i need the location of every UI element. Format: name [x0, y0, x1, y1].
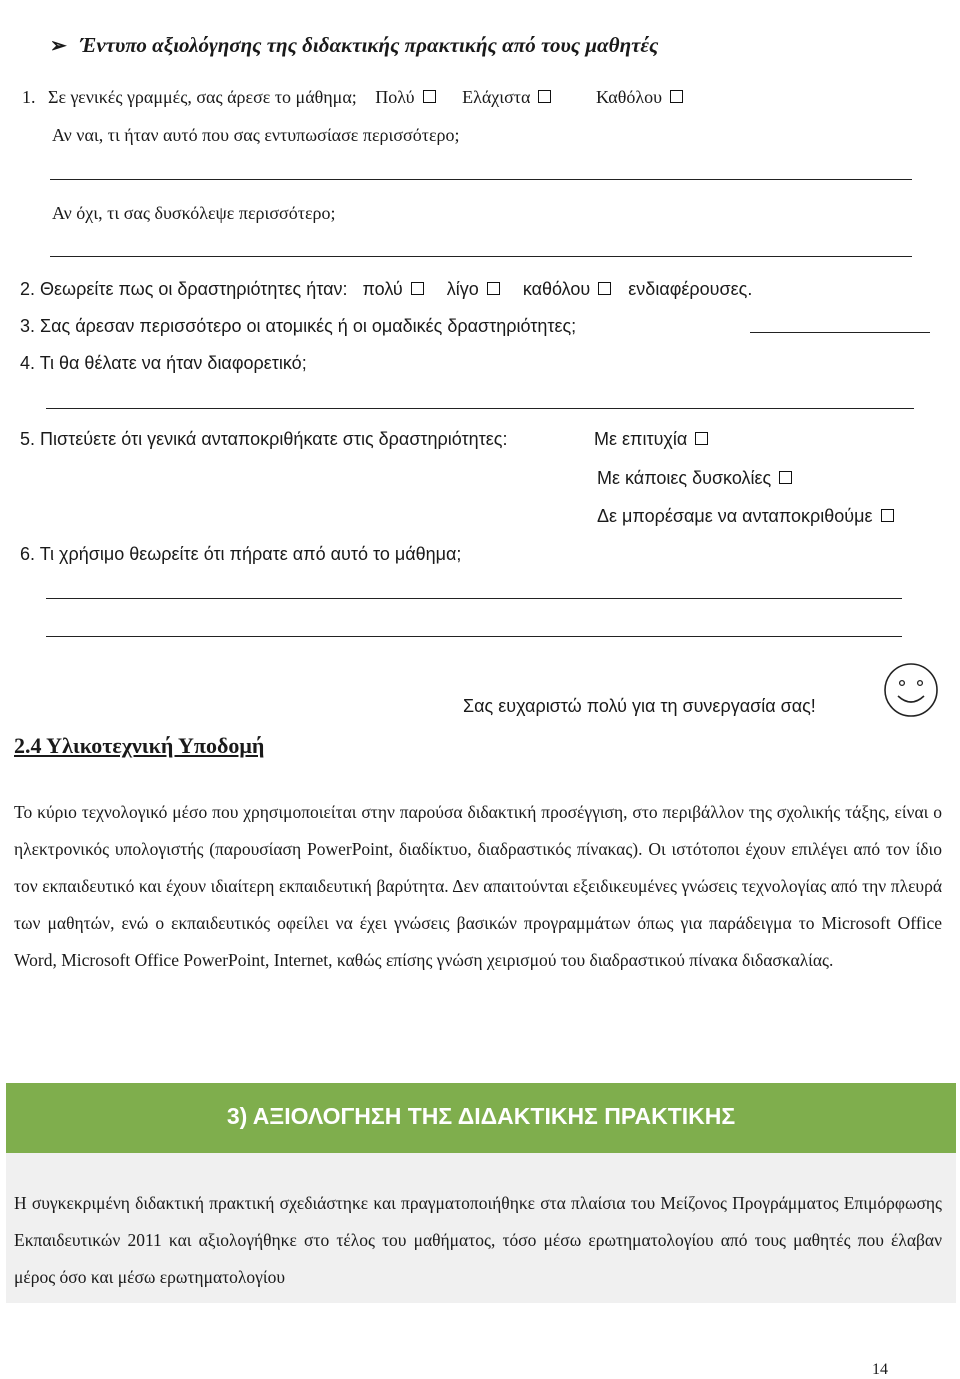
answer-line[interactable] — [46, 598, 902, 599]
answer-line[interactable] — [46, 636, 902, 637]
thanks-text: Σας ευχαριστώ πολύ για τη συνεργασία σας! — [463, 696, 816, 716]
question-2 — [20, 278, 752, 300]
q1-option-label: Πολύ — [375, 87, 415, 107]
banner-paragraph — [14, 1185, 942, 1296]
evaluation-banner — [6, 1083, 956, 1153]
smiley-icon — [882, 661, 940, 719]
q5-option-label: Με κάποιες δυσκολίες — [597, 468, 772, 488]
evaluation-section — [6, 1083, 956, 1303]
question-4: 4. Τι θα θέλατε να ήταν διαφορετικό; — [20, 353, 307, 373]
answer-line[interactable] — [50, 256, 912, 257]
section-paragraph — [14, 794, 942, 979]
question-1-number: 1. — [22, 87, 36, 107]
checkbox-icon[interactable] — [487, 282, 500, 295]
section-paragraph-text: Το κύριο τεχνολογικό μέσο που χρησιμοποιείται στην παρούσα διδακτική προσέγγιση, στο περιβάλλον της σχολικής τάξης, είναι ο ηλεκτρονικός υπολογιστής (παρουσίαση PowerPoint, διαδίκτυο, διαδραστικός πίνακας). Οι ιστότοποι έχουν επιλέγει από τον ίδιο τον εκπαιδευτικό και έχουν ιδιαίτερη εκπαιδευτική βαρύτητα. Δεν απαιτούνται εξειδικευμένες γνώσεις τεχνολογίας από την πλευρά των μαθητών, ενώ ο εκπαιδευτικός οφείλει να έχει γνώσεις βασικών προγραμμάτων όπως για παράδειγμα το Microsoft Office Word, Microsoft Office PowerPoint, Internet, καθώς επίσης γνώση χειρισμού του διαδραστικού πίνακα διδασκαλίας. — [14, 802, 942, 970]
page-number: 14 — [872, 1361, 888, 1378]
question-2-text: 2. Θεωρείτε πως οι δραστηριότητες ήταν: — [20, 279, 348, 299]
q2-suffix: ενδιαφέρουσες. — [628, 279, 753, 299]
q1-option-label: Ελάχιστα — [462, 87, 531, 107]
checkbox-icon[interactable] — [538, 90, 551, 103]
section-heading: 2.4 Υλικοτεχνική Υποδομή — [14, 733, 265, 758]
answer-line[interactable] — [46, 408, 914, 409]
form-title — [50, 34, 658, 57]
q5-option-label: Δε μπορέσαμε να ανταποκριθούμε — [597, 506, 873, 526]
question-3: 3. Σας άρεσαν περισσότερο οι ατομικές ή οι ομαδικές δραστηριότητες; — [20, 316, 577, 336]
answer-line[interactable] — [50, 179, 912, 180]
checkbox-icon[interactable] — [695, 432, 708, 445]
form-title-text: Έντυπο αξιολόγησης της διδακτικής πρακτικής από τους μαθητές — [80, 33, 659, 57]
banner-title: 3) ΑΞΙΟΛΟΓΗΣΗ ΤΗΣ ΔΙΔΑΚΤΙΚΗΣ ΠΡΑΚΤΙΚΗΣ — [226, 1103, 736, 1129]
checkbox-icon[interactable] — [598, 282, 611, 295]
check-arrow-icon: ➢ — [50, 35, 67, 57]
q1-option-label: Καθόλου — [595, 87, 662, 107]
question-6: 6. Τι χρήσιμο θεωρείτε ότι πήρατε από αυτό το μάθημα; — [20, 544, 462, 564]
question-5-text: 5. Πιστεύετε ότι γενικά ανταποκριθήκατε στις δραστηριότητες: — [20, 429, 508, 449]
q5-option-1 — [594, 428, 708, 450]
q5-option-2 — [597, 467, 792, 489]
q5-option-label: Με επιτυχία — [594, 429, 688, 449]
q2-option-label: λίγο — [446, 279, 479, 299]
question-5 — [20, 428, 507, 450]
question-1-follow-no: Αν όχι, τι σας δυσκόλεψε περισσότερο; — [52, 203, 336, 223]
q2-option-label: καθόλου — [522, 279, 591, 299]
checkbox-icon[interactable] — [423, 90, 436, 103]
q5-option-3 — [597, 505, 894, 527]
question-1 — [22, 86, 683, 108]
checkbox-icon[interactable] — [670, 90, 683, 103]
checkbox-icon[interactable] — [411, 282, 424, 295]
question-1-follow-yes: Αν ναι, τι ήταν αυτό που σας εντυπωσίασε περισσότερο; — [52, 125, 460, 145]
answer-line[interactable] — [750, 332, 930, 333]
checkbox-icon[interactable] — [779, 471, 792, 484]
q2-option-label: πολύ — [362, 279, 403, 299]
banner-paragraph-text: Η συγκεκριμένη διδακτική πρακτική σχεδιάστηκε και πραγματοποιήθηκε στα πλαίσια του Μείζονος Προγράμματος Επιμόρφωσης Εκπαιδευτικών 2011 και αξιολογήθηκε στο τέλος του μαθήματος, τόσο μέσω ερωτηματολογίου από τους μαθητές που έλαβαν μέρος όσο και μέσω ερωτηματολογίου — [14, 1193, 942, 1287]
checkbox-icon[interactable] — [881, 509, 894, 522]
question-1-text: Σε γενικές γραμμές, σας άρεσε το μάθημα; — [48, 87, 357, 107]
